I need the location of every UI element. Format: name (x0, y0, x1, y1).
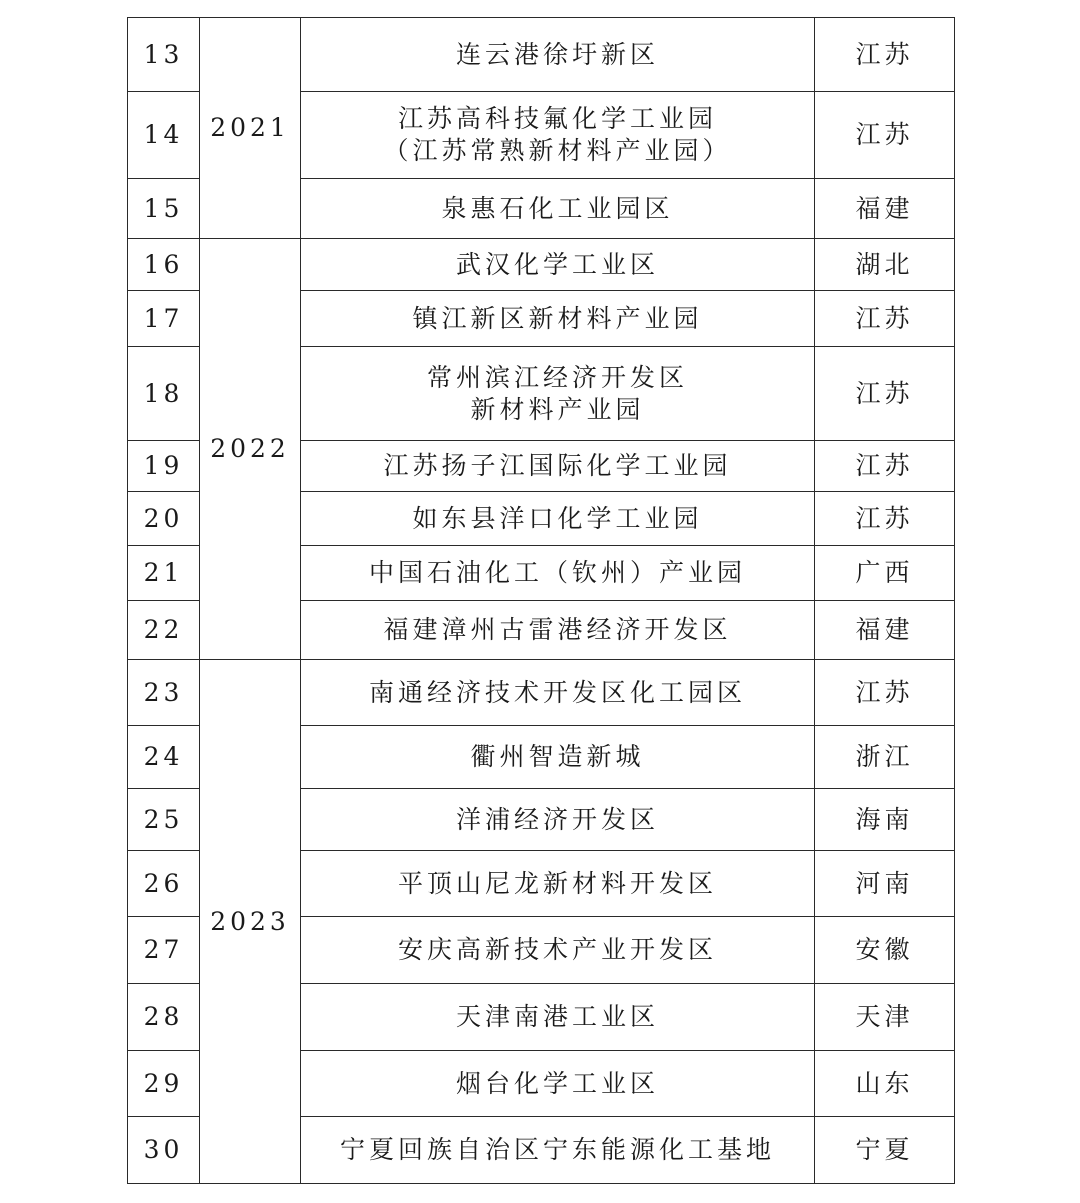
park-name (301, 917, 815, 984)
park-name (301, 546, 815, 601)
table-row (128, 239, 955, 291)
row-index: 29 (128, 1051, 200, 1117)
park-name-line: 中国石油化工（钦州）产业园 (368, 558, 746, 587)
province: 福建 (815, 601, 955, 660)
row-index: 25 (128, 789, 200, 851)
park-name (301, 660, 815, 726)
row-index: 27 (128, 917, 200, 984)
park-name-line: 江苏高科技氟化学工业园 (397, 104, 717, 133)
province: 广西 (815, 546, 955, 601)
province: 浙江 (815, 726, 955, 789)
park-name (301, 492, 815, 546)
row-index: 30 (128, 1117, 200, 1184)
park-name-line: 烟台化学工业区 (455, 1068, 659, 1098)
row-index: 21 (128, 546, 200, 601)
province: 江苏 (815, 347, 955, 441)
park-name (301, 1051, 815, 1117)
province: 江苏 (815, 492, 955, 546)
row-index: 23 (128, 660, 200, 726)
row-index: 24 (128, 726, 200, 789)
park-name-line: 常州滨江经济开发区 (426, 362, 688, 392)
row-index: 18 (128, 347, 200, 441)
park-name-line: 镇江新区新材料产业园 (412, 303, 703, 333)
row-index: 14 (128, 92, 200, 179)
park-name (301, 239, 815, 291)
park-name-line: 天津南港工业区 (455, 1002, 659, 1031)
province: 江苏 (815, 660, 955, 726)
province: 安徽 (815, 917, 955, 984)
park-name (301, 726, 815, 789)
park-name (301, 18, 815, 92)
province: 天津 (815, 984, 955, 1051)
park-name-line: 江苏扬子江国际化学工业园 (383, 451, 732, 480)
park-name-line: 南通经济技术开发区化工园区 (368, 677, 746, 707)
park-name-line: 衢州智造新城 (470, 742, 645, 771)
row-index: 20 (128, 492, 200, 546)
province: 山东 (815, 1051, 955, 1117)
park-name-line: 连云港徐圩新区 (455, 39, 659, 69)
chemical-park-table (127, 17, 955, 1184)
year-cell: 2022 (200, 239, 301, 660)
row-index: 16 (128, 239, 200, 291)
park-name (301, 347, 815, 441)
province: 河南 (815, 851, 955, 917)
park-name (301, 179, 815, 239)
park-name (301, 1117, 815, 1184)
park-name-line: 泉惠石化工业园区 (441, 193, 674, 223)
park-name-line: 武汉化学工业区 (455, 249, 659, 279)
province: 江苏 (815, 92, 955, 179)
row-index: 26 (128, 851, 200, 917)
park-name (301, 92, 815, 179)
row-index: 28 (128, 984, 200, 1051)
row-index: 17 (128, 291, 200, 347)
park-name (301, 984, 815, 1051)
park-name-line: 宁夏回族自治区宁东能源化工基地 (339, 1135, 775, 1164)
park-name-line: 如东县洋口化学工业园 (412, 503, 703, 533)
province: 福建 (815, 179, 955, 239)
year-cell: 2023 (200, 660, 301, 1184)
park-name-line: 安庆高新技术产业开发区 (397, 935, 717, 964)
row-index: 15 (128, 179, 200, 239)
park-name (301, 851, 815, 917)
park-name-line: 新材料产业园 (470, 394, 645, 424)
table-row (128, 18, 955, 92)
province: 江苏 (815, 18, 955, 92)
park-name-line: （江苏常熟新材料产业园） (383, 136, 732, 165)
table-row (128, 660, 955, 726)
park-name-line: 福建漳州古雷港经济开发区 (383, 615, 732, 644)
park-name (301, 291, 815, 347)
row-index: 13 (128, 18, 200, 92)
park-name (301, 601, 815, 660)
park-name-line: 平顶山尼龙新材料开发区 (397, 868, 717, 898)
row-index: 19 (128, 441, 200, 492)
province: 海南 (815, 789, 955, 851)
park-name (301, 789, 815, 851)
row-index: 22 (128, 601, 200, 660)
province: 江苏 (815, 291, 955, 347)
province: 江苏 (815, 441, 955, 492)
province: 湖北 (815, 239, 955, 291)
park-name-line: 洋浦经济开发区 (455, 804, 659, 834)
year-cell: 2021 (200, 18, 301, 239)
park-name (301, 441, 815, 492)
province: 宁夏 (815, 1117, 955, 1184)
